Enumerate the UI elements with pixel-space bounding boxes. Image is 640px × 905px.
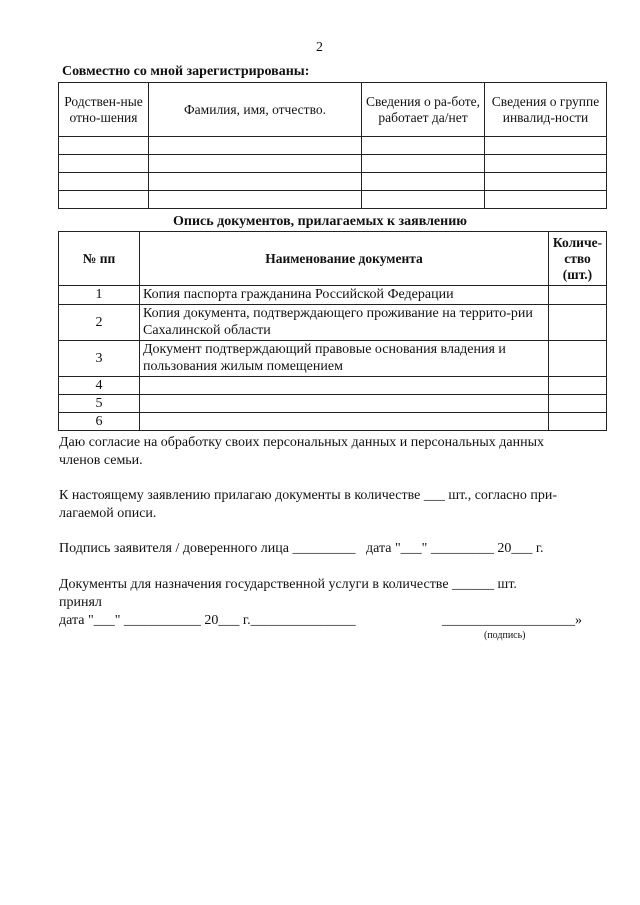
- docs-count-line: Документы для назначения государственной услуги в количестве ______ шт.: [59, 577, 517, 592]
- table-row: [59, 137, 607, 155]
- attach-text: К настоящему заявлению прилагаю документы в количестве ___ шт., согласно при-лагаемой описи.: [59, 488, 558, 521]
- docs-table: [58, 231, 607, 431]
- family-table: [58, 82, 607, 209]
- table-row: [59, 377, 607, 395]
- column-header-relation: Родствен-ные отно-шения: [59, 83, 149, 137]
- table-row: [59, 341, 607, 377]
- docs-section-title: Опись документов, прилагаемых к заявлению: [173, 214, 467, 229]
- document-name: [140, 413, 549, 431]
- document-name: Копия документа, подтверждающего проживание на террито-рии Сахалинской области: [140, 305, 549, 341]
- row-number: 6: [59, 413, 140, 431]
- quantity-cell: [549, 413, 607, 431]
- document-name: Копия паспорта гражданина Российской Федерации: [140, 286, 549, 305]
- signature-line: Подпись заявителя / доверенного лица _________ дата "___" _________ 20___ г.: [59, 541, 544, 556]
- row-number: 4: [59, 377, 140, 395]
- table-row: [59, 395, 607, 413]
- accepted-sign-line: ___________________»: [442, 613, 582, 628]
- page-number: 2: [316, 40, 323, 55]
- row-number: 3: [59, 341, 140, 377]
- table-row: [59, 173, 607, 191]
- quantity-cell: [549, 341, 607, 377]
- table-row: [59, 305, 607, 341]
- document-name: [140, 395, 549, 413]
- column-header-work: Сведения о ра-боте, работает да/нет: [362, 83, 485, 137]
- quantity-cell: [549, 377, 607, 395]
- table-row: [59, 155, 607, 173]
- quantity-cell: [549, 305, 607, 341]
- family-section-title: Совместно со мной зарегистрированы:: [62, 64, 310, 79]
- accepted-date-line: дата "___" ___________ 20___ г._______________: [59, 613, 356, 628]
- column-header-quantity: Количе-ство (шт.): [549, 232, 607, 286]
- document-name: Документ подтверждающий правовые основания владения и пользования жилым помещением: [140, 341, 549, 377]
- table-row: [59, 286, 607, 305]
- quantity-cell: [549, 395, 607, 413]
- quantity-cell: [549, 286, 607, 305]
- row-number: 5: [59, 395, 140, 413]
- row-number: 2: [59, 305, 140, 341]
- accepted-label: принял: [59, 595, 102, 610]
- table-row: [59, 413, 607, 431]
- column-header-number: № пп: [59, 232, 140, 286]
- column-header-fullname: Фамилия, имя, отчество.: [149, 83, 362, 137]
- column-header-disability: Сведения о группе инвалид-ности: [485, 83, 607, 137]
- row-number: 1: [59, 286, 140, 305]
- table-row: [59, 191, 607, 209]
- document-name: [140, 377, 549, 395]
- sign-caption: (подпись): [484, 630, 526, 641]
- column-header-document: Наименование документа: [140, 232, 549, 286]
- consent-text: Даю согласие на обработку своих персональных данных и персональных данных членов семьи.: [59, 435, 544, 468]
